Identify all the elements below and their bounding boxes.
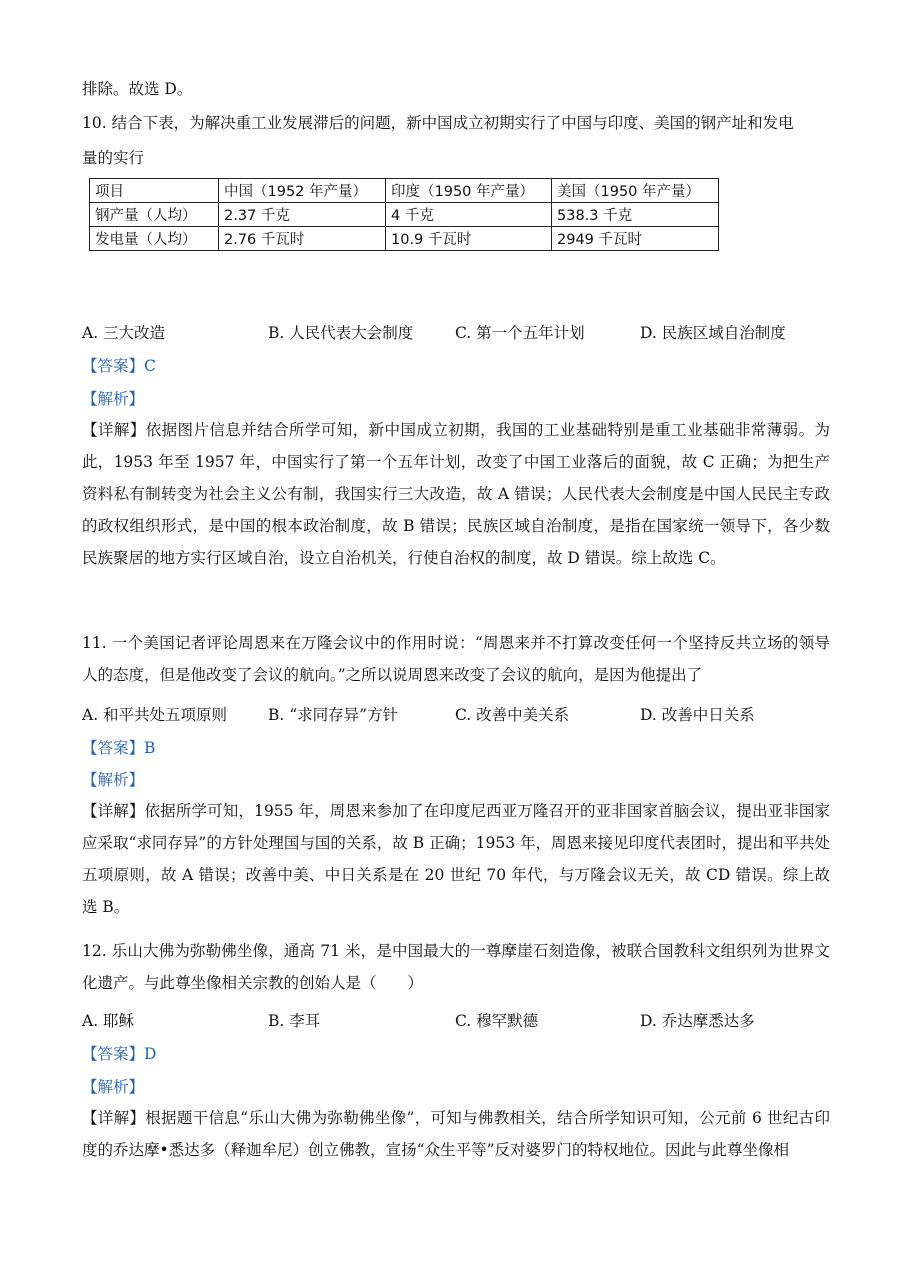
q10-data-table <box>89 178 719 251</box>
q10-option-d: D. 民族区域自治制度 <box>640 324 786 342</box>
q12-analysis-label: 【解析】 <box>82 1078 145 1096</box>
q12-option-a: A. 耶稣 <box>82 1012 135 1030</box>
q12-detail: 【详解】根据题干信息“乐山大佛为弥勒佛坐像”，可知与佛教相关，结合所学知识可知，公元前 6 世纪古印度的乔达摩•悉达多（释迦牟尼）创立佛教，宣扬“众生平等”反对婆罗门的特权地位。因此与此尊坐像相 <box>82 1109 830 1159</box>
table-cell: 10.9 千瓦时 <box>386 227 552 251</box>
q11-option-a: A. 和平共处五项原则 <box>82 706 228 724</box>
table-cell: 538.3 千克 <box>552 203 719 227</box>
q12-answer: 【答案】D <box>82 1045 157 1063</box>
table-header-cell: 印度（1950 年产量） <box>386 179 552 203</box>
q11-option-b: B. “求同存异”方针 <box>268 706 399 724</box>
q11-stem: 11. 一个美国记者评论周恩来在万隆会议中的作用时说：“周恩来并不打算改变任何一个坚持反共立场的领导人的态度，但是他改变了会议的航向。”之所以说周恩来改变了会议的航向，是因为他提出了 <box>82 634 830 684</box>
q11-option-d: D. 改善中日关系 <box>640 706 755 724</box>
q12-option-d: D. 乔达摩悉达多 <box>640 1012 755 1030</box>
intro-text: 排除。故选 D。 <box>82 80 193 98</box>
q11-option-c: C. 改善中美关系 <box>455 706 570 724</box>
q10-analysis-label: 【解析】 <box>82 390 145 408</box>
table-cell: 2949 千瓦时 <box>552 227 719 251</box>
table-header-cell: 中国（1952 年产量） <box>219 179 386 203</box>
q12-stem: 12. 乐山大佛为弥勒佛坐像，通高 71 米，是中国最大的一尊摩崖石刻造像，被联合国教科文组织列为世界文化遗产。与此尊坐像相关宗教的创始人是（ ） <box>82 942 830 992</box>
q12-option-c: C. 穆罕默德 <box>455 1012 539 1030</box>
table-row <box>90 203 719 227</box>
q11-analysis-label: 【解析】 <box>82 771 145 789</box>
q10-detail: 【详解】依据图片信息并结合所学可知，新中国成立初期，我国的工业基础特别是重工业基础非常薄弱。为此，1953 年至 1957 年，中国实行了第一个五年计划，改变了中国工业落后的面貌，故 C 正确；为把生产资料私有制转变为社会主义公有制，我国实行三大改造，故 A 错误；人民代表大会制度是中国人民民主专政的政权组织形式，是中国的根本政治制度，故 B 错误；民族区域自治制度，是指在国家统一领导下，各少数民族聚居的地方实行区域自治，设立自治机关，行使自治权的制度，故 D 错误。综上故选 C。 <box>82 421 830 567</box>
table-row <box>90 227 719 251</box>
q10-stem-line1: 10. 结合下表，为解决重工业发展滞后的问题，新中国成立初期实行了中国与印度、美国的钢产址和发电 <box>82 114 794 132</box>
q10-option-a: A. 三大改造 <box>82 324 166 342</box>
table-cell: 钢产量（人均） <box>90 203 219 227</box>
q10-option-b: B. 人民代表大会制度 <box>268 324 414 342</box>
q11-answer: 【答案】B <box>82 739 156 757</box>
table-cell: 2.37 千克 <box>219 203 386 227</box>
table-header-row <box>90 179 719 203</box>
q12-option-b: B. 李耳 <box>268 1012 321 1030</box>
table-header-cell: 项目 <box>90 179 219 203</box>
table-cell: 2.76 千瓦时 <box>219 227 386 251</box>
q10-option-c: C. 第一个五年计划 <box>455 324 585 342</box>
q10-stem-line2: 量的实行 <box>82 149 145 167</box>
q11-detail: 【详解】依据所学可知，1955 年，周恩来参加了在印度尼西亚万隆召开的亚非国家首脑会议，提出亚非国家应采取“求同存异”的方针处理国与国的关系，故 B 正确；1953 年，周恩来接见印度代表团时，提出和平共处五项原则，故 A 错误；改善中美、中日关系是在 20 世纪 70 年代，与万隆会议无关，故 CD 错误。综上故选 B。 <box>82 802 830 916</box>
q10-answer: 【答案】C <box>82 357 156 375</box>
table-cell: 4 千克 <box>386 203 552 227</box>
table-header-cell: 美国（1950 年产量） <box>552 179 719 203</box>
table-cell: 发电量（人均） <box>90 227 219 251</box>
